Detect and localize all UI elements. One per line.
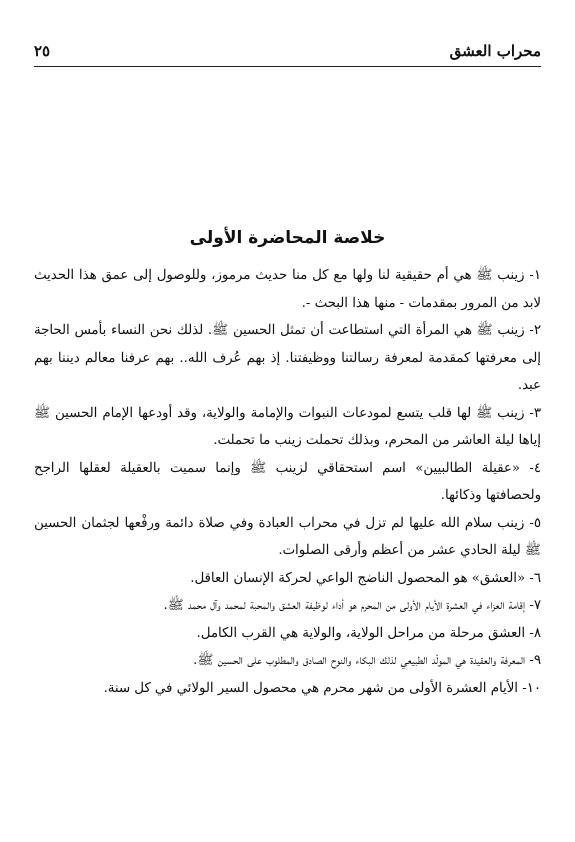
list-item: ٨- العشق مرحلة من مراحل الولاية، والولاية هي القرب الكامل. — [196, 625, 541, 641]
list-item: ٧- إقامة العزاء في العشرة الأيام الأولى من المحرم هو أداء لوظيفة العشق والمحبة لمحمد وآل محمد ﷺ. — [163, 598, 541, 613]
list-item: ٩- المعرفة والعقيدة هي المولّد الطبيعي لذلك البكاء والنوح الصادق والمطلوب على الحسين ﷺ. — [193, 653, 541, 668]
summary-list — [34, 262, 541, 702]
list-item: ٢- زينب ﷺ هي المرأة التي استطاعت أن تمثل الحسين ﷺ. لذلك نحن النساء بأمس الحاجة إلى معرفتها كمقدمة لمعرفة رسالتنا ووظيفتنا. إذ بهم عُرف الله.. بهم عرفنا معالم ديننا بهم عبد. — [34, 323, 541, 393]
list-item: ٦- «العشق» هو المحصول الناضج الواعي لحركة الإنسان العاقل. — [190, 570, 541, 586]
list-item: ٤- «عقيلة الطالبيين» اسم استحقاقي لزينب ﷺ وإنما سميت بالعقيلة لعقلها الراجح ولحصافتها وذكائها. — [34, 460, 541, 503]
list-item: ٥- زينب سلام الله عليها لم تزل في محراب العبادة وفي صلاة دائمة ورفْعها لجثمان الحسين ﷺ ليلة الحادي عشر من أعظم وأرقى الصلوات. — [34, 515, 541, 558]
list-item: ٣- زينب ﷺ لها قلب يتسع لمودعات النبوات والإمامة والولاية، وقد أودعها الإمام الحسين ﷺ إياها ليلة العاشر من المحرم، وبذلك تحملت زينب ما تحملت. — [34, 405, 541, 448]
running-title: محراب العشق — [449, 42, 541, 60]
list-item: ١- زينب ﷺ هي أم حقيقية لنا ولها مع كل منا حديث مرموز، وللوصول إلى عمق هذا الحديث لابد من المرور بمقدمات - منها هذا البحث -. — [34, 268, 541, 311]
list-item: ١٠- الأيام العشرة الأولى من شهر محرم هي محصول السير الولائي في كل سنة. — [103, 680, 541, 696]
page-header — [34, 40, 541, 67]
section-title: خلاصة المحاضرة الأولى — [189, 228, 386, 248]
page-number: ٢٥ — [34, 42, 51, 60]
